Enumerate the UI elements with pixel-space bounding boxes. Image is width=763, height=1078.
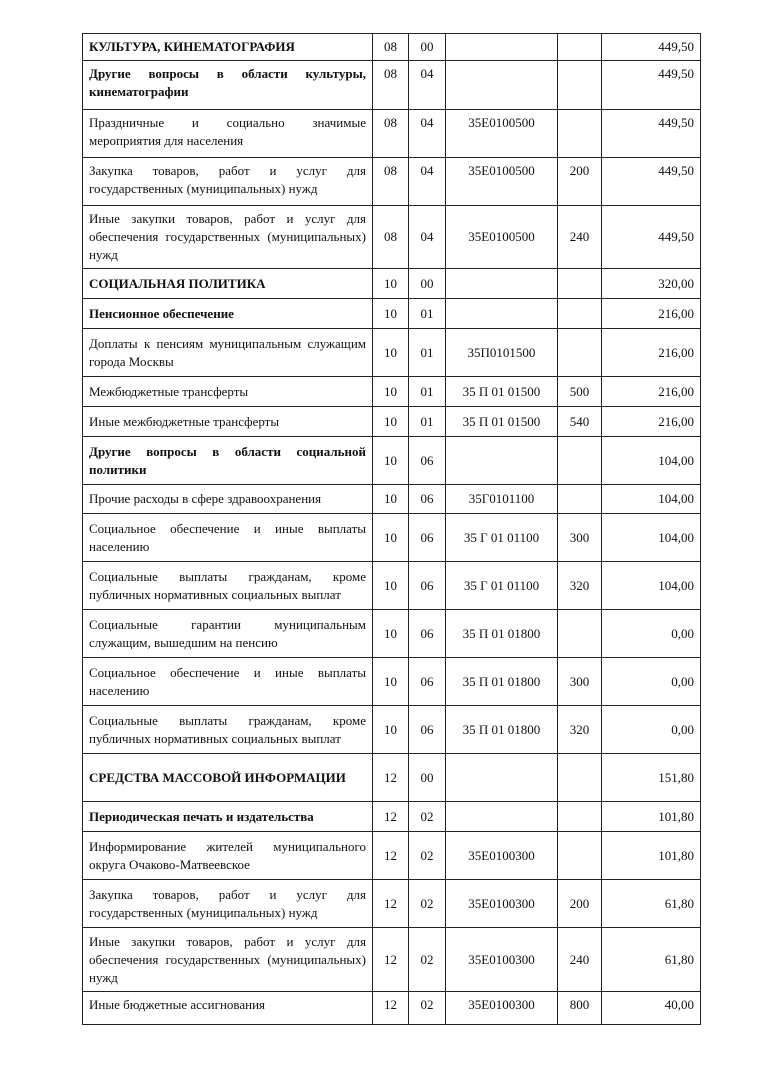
section-code-cell: 08	[373, 61, 409, 110]
target-article-cell	[446, 437, 558, 485]
subsection-code-cell: 02	[409, 832, 446, 880]
target-article-cell: 35Е0100300	[446, 992, 558, 1025]
expense-type-cell	[558, 802, 602, 832]
name-cell: Доплаты к пенсиям муниципальным служащим города Москвы	[83, 329, 373, 377]
amount-cell: 101,80	[602, 832, 701, 880]
name-cell: Иные закупки товаров, работ и услуг для обеспечения государственных (муниципальных) нужд	[83, 206, 373, 269]
section-code-cell: 10	[373, 485, 409, 514]
target-article-cell: 35П0101500	[446, 329, 558, 377]
target-article-cell	[446, 754, 558, 802]
expense-type-cell: 500	[558, 377, 602, 407]
subsection-code-cell: 04	[409, 61, 446, 110]
amount-cell: 449,50	[602, 206, 701, 269]
subsection-code-cell: 04	[409, 158, 446, 206]
name-cell: Социальные выплаты гражданам, кроме публичных нормативных социальных выплат	[83, 706, 373, 754]
target-article-cell	[446, 34, 558, 61]
subsection-code-cell: 06	[409, 610, 446, 658]
expense-type-cell: 200	[558, 158, 602, 206]
table-row	[83, 832, 701, 880]
amount-cell: 216,00	[602, 329, 701, 377]
name-cell: СОЦИАЛЬНАЯ ПОЛИТИКА	[83, 269, 373, 299]
table-row	[83, 158, 701, 206]
section-code-cell: 12	[373, 832, 409, 880]
expense-type-cell: 200	[558, 880, 602, 928]
name-cell: Межбюджетные трансферты	[83, 377, 373, 407]
target-article-cell: 35Е0100500	[446, 158, 558, 206]
name-cell: СРЕДСТВА МАССОВОЙ ИНФОРМАЦИИ	[83, 754, 373, 802]
name-cell: Социальное обеспечение и иные выплаты населению	[83, 514, 373, 562]
name-cell: Иные закупки товаров, работ и услуг для обеспечения государственных (муниципальных) нужд	[83, 928, 373, 992]
section-code-cell: 10	[373, 377, 409, 407]
expense-type-cell: 300	[558, 514, 602, 562]
table-row	[83, 206, 701, 269]
amount-cell: 216,00	[602, 299, 701, 329]
amount-cell: 0,00	[602, 706, 701, 754]
target-article-cell: 35 П 01 01500	[446, 377, 558, 407]
table-row	[83, 34, 701, 61]
subsection-code-cell: 06	[409, 437, 446, 485]
section-code-cell: 10	[373, 658, 409, 706]
name-cell: Закупка товаров, работ и услуг для государственных (муниципальных) нужд	[83, 158, 373, 206]
amount-cell: 104,00	[602, 437, 701, 485]
amount-cell: 0,00	[602, 658, 701, 706]
section-code-cell: 10	[373, 437, 409, 485]
table-row	[83, 61, 701, 110]
table-row	[83, 269, 701, 299]
name-cell: Социальные выплаты гражданам, кроме публичных нормативных социальных выплат	[83, 562, 373, 610]
expense-type-cell	[558, 61, 602, 110]
name-cell: Информирование жителей муниципального округа Очаково-Матвеевское	[83, 832, 373, 880]
target-article-cell	[446, 802, 558, 832]
target-article-cell: 35 П 01 01800	[446, 658, 558, 706]
target-article-cell	[446, 299, 558, 329]
expense-type-cell: 320	[558, 706, 602, 754]
name-cell: Закупка товаров, работ и услуг для государственных (муниципальных) нужд	[83, 880, 373, 928]
expense-type-cell	[558, 34, 602, 61]
section-code-cell: 10	[373, 329, 409, 377]
table-row	[83, 802, 701, 832]
section-code-cell: 08	[373, 34, 409, 61]
table-row	[83, 110, 701, 158]
subsection-code-cell: 00	[409, 34, 446, 61]
subsection-code-cell: 06	[409, 706, 446, 754]
expense-type-cell: 240	[558, 206, 602, 269]
expense-type-cell: 240	[558, 928, 602, 992]
name-cell: Социальное обеспечение и иные выплаты населению	[83, 658, 373, 706]
table-row	[83, 928, 701, 992]
target-article-cell: 35 Г 01 01100	[446, 562, 558, 610]
name-cell: Праздничные и социально значимые мероприятия для населения	[83, 110, 373, 158]
amount-cell: 40,00	[602, 992, 701, 1025]
subsection-code-cell: 02	[409, 880, 446, 928]
section-code-cell: 10	[373, 562, 409, 610]
expense-type-cell	[558, 832, 602, 880]
name-cell: Прочие расходы в сфере здравоохранения	[83, 485, 373, 514]
amount-cell: 449,50	[602, 61, 701, 110]
expense-type-cell	[558, 437, 602, 485]
expense-type-cell: 320	[558, 562, 602, 610]
amount-cell: 104,00	[602, 485, 701, 514]
expense-type-cell	[558, 329, 602, 377]
amount-cell: 61,80	[602, 928, 701, 992]
subsection-code-cell: 01	[409, 299, 446, 329]
section-code-cell: 12	[373, 754, 409, 802]
expense-type-cell: 300	[558, 658, 602, 706]
name-cell: Иные бюджетные ассигнования	[83, 992, 373, 1025]
target-article-cell: 35 П 01 01500	[446, 407, 558, 437]
target-article-cell: 35 П 01 01800	[446, 706, 558, 754]
expense-type-cell: 540	[558, 407, 602, 437]
name-cell: Другие вопросы в области социальной политики	[83, 437, 373, 485]
amount-cell: 104,00	[602, 562, 701, 610]
section-code-cell: 10	[373, 269, 409, 299]
target-article-cell: 35 П 01 01800	[446, 610, 558, 658]
subsection-code-cell: 00	[409, 754, 446, 802]
name-cell: Пенсионное обеспечение	[83, 299, 373, 329]
table-row	[83, 610, 701, 658]
name-cell: Другие вопросы в области культуры, кинематографии	[83, 61, 373, 110]
subsection-code-cell: 06	[409, 485, 446, 514]
table-row	[83, 407, 701, 437]
section-code-cell: 08	[373, 158, 409, 206]
name-cell: Иные межбюджетные трансферты	[83, 407, 373, 437]
name-cell: Социальные гарантии муниципальным служащим, вышедшим на пенсию	[83, 610, 373, 658]
amount-cell: 216,00	[602, 407, 701, 437]
subsection-code-cell: 01	[409, 377, 446, 407]
section-code-cell: 10	[373, 610, 409, 658]
subsection-code-cell: 04	[409, 206, 446, 269]
expense-type-cell: 800	[558, 992, 602, 1025]
section-code-cell: 12	[373, 928, 409, 992]
expense-type-cell	[558, 610, 602, 658]
section-code-cell: 10	[373, 407, 409, 437]
name-cell: КУЛЬТУРА, КИНЕМАТОГРАФИЯ	[83, 34, 373, 61]
table-row	[83, 992, 701, 1025]
target-article-cell: 35Е0100300	[446, 928, 558, 992]
expense-type-cell	[558, 485, 602, 514]
amount-cell: 104,00	[602, 514, 701, 562]
table-row	[83, 329, 701, 377]
table-row	[83, 658, 701, 706]
section-code-cell: 10	[373, 299, 409, 329]
amount-cell: 449,50	[602, 34, 701, 61]
table-row	[83, 485, 701, 514]
table-row	[83, 880, 701, 928]
target-article-cell: 35Е0100300	[446, 880, 558, 928]
subsection-code-cell: 04	[409, 110, 446, 158]
amount-cell: 449,50	[602, 110, 701, 158]
target-article-cell	[446, 61, 558, 110]
budget-table	[82, 33, 701, 1025]
section-code-cell: 08	[373, 110, 409, 158]
subsection-code-cell: 06	[409, 658, 446, 706]
section-code-cell: 10	[373, 514, 409, 562]
subsection-code-cell: 02	[409, 928, 446, 992]
amount-cell: 320,00	[602, 269, 701, 299]
target-article-cell: 35Е0100300	[446, 832, 558, 880]
target-article-cell: 35Г0101100	[446, 485, 558, 514]
subsection-code-cell: 06	[409, 562, 446, 610]
amount-cell: 0,00	[602, 610, 701, 658]
subsection-code-cell: 01	[409, 329, 446, 377]
table-row	[83, 562, 701, 610]
subsection-code-cell: 01	[409, 407, 446, 437]
subsection-code-cell: 00	[409, 269, 446, 299]
section-code-cell: 12	[373, 880, 409, 928]
name-cell: Периодическая печать и издательства	[83, 802, 373, 832]
subsection-code-cell: 02	[409, 802, 446, 832]
amount-cell: 151,80	[602, 754, 701, 802]
amount-cell: 216,00	[602, 377, 701, 407]
section-code-cell: 08	[373, 206, 409, 269]
table-row	[83, 437, 701, 485]
target-article-cell: 35Е0100500	[446, 206, 558, 269]
table-row	[83, 754, 701, 802]
section-code-cell: 10	[373, 706, 409, 754]
expense-type-cell	[558, 110, 602, 158]
subsection-code-cell: 06	[409, 514, 446, 562]
amount-cell: 61,80	[602, 880, 701, 928]
table-row	[83, 377, 701, 407]
target-article-cell	[446, 269, 558, 299]
section-code-cell: 12	[373, 992, 409, 1025]
amount-cell: 101,80	[602, 802, 701, 832]
table-row	[83, 299, 701, 329]
target-article-cell: 35 Г 01 01100	[446, 514, 558, 562]
amount-cell: 449,50	[602, 158, 701, 206]
table-row	[83, 706, 701, 754]
subsection-code-cell: 02	[409, 992, 446, 1025]
target-article-cell: 35Е0100500	[446, 110, 558, 158]
expense-type-cell	[558, 299, 602, 329]
expense-type-cell	[558, 754, 602, 802]
expense-type-cell	[558, 269, 602, 299]
section-code-cell: 12	[373, 802, 409, 832]
table-row	[83, 514, 701, 562]
